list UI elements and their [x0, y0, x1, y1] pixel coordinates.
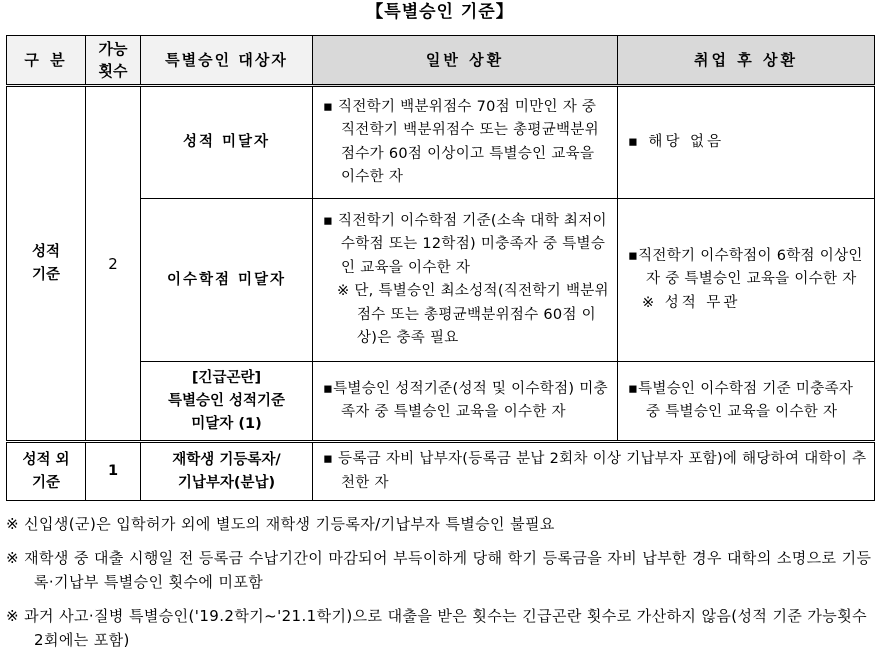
- group-non-grade-criteria: 성적 외 기준: [7, 442, 86, 501]
- special-approval-table: [6, 35, 875, 501]
- general-emergency-hardship: [313, 362, 618, 442]
- header-after-employment-repayment: 취업 후 상환: [618, 36, 875, 86]
- header-general-repayment: 일반 상환: [313, 36, 618, 86]
- target-emergency-line2: 특별승인 성적기준: [167, 392, 286, 409]
- after-grade-shortfall-text: ▪ 해당 없음: [628, 133, 725, 150]
- after-credit-shortfall-text: ▪직전학기 이수학점이 6학점 이상인자 중 특별승인 교육을 이수한 자: [628, 247, 863, 288]
- target-registered-paid: 재학생 기등록자/ 기납부자(분납): [141, 442, 313, 501]
- target-credit-shortfall: 이수학점 미달자: [141, 199, 313, 362]
- general-credit-shortfall-note: ※ 단, 특별승인 최소성적(직전학기 백분위점수 또는 총평균백분위점수 60점 이상)은 충족 필요: [337, 283, 609, 346]
- table-row: [7, 86, 875, 199]
- target-emergency-line3: 미달자 (1): [191, 415, 262, 432]
- after-emergency-hardship-text: ▪특별승인 이수학점 기준 미충족자 중 특별승인 교육을 이수한 자: [628, 380, 854, 420]
- group-non-grade-count: 1: [86, 442, 141, 501]
- footnote-1: ※ 신입생(군)은 입학허가 외에 별도의 재학생 기등록자/기납부자 특별승인 불필요: [6, 515, 555, 533]
- footnote-2: ※ 재학생 중 대출 시행일 전 등록금 수납기간이 마감되어 부득이하게 당해 학기 등록금을 자비 납부한 경우 대학의 소명으로 기등록·기납부 특별승인 횟수에 미포함: [6, 549, 872, 591]
- after-credit-shortfall: [618, 199, 875, 362]
- general-credit-shortfall: [313, 199, 618, 362]
- general-registered-paid: [313, 442, 875, 501]
- target-grade-shortfall: 성적 미달자: [141, 86, 313, 199]
- general-registered-paid-text: ▪ 등록금 자비 납부자(등록금 분납 2회차 이상 기납부자 포함)에 해당하여 대학이 추천한 자: [323, 451, 867, 491]
- header-target: 특별승인 대상자: [141, 36, 313, 86]
- target-emergency-hardship: [141, 362, 313, 442]
- table-header-row: [7, 36, 875, 86]
- general-emergency-hardship-text: ▪특별승인 성적기준(성적 및 이수학점) 미충족자 중 특별승인 교육을 이수한 자: [323, 380, 608, 420]
- general-grade-shortfall: [313, 86, 618, 199]
- footnotes: [6, 512, 876, 662]
- header-count: 가능 횟수: [86, 36, 141, 86]
- after-grade-shortfall: [618, 86, 875, 199]
- after-emergency-hardship: [618, 362, 875, 442]
- table-row: [7, 442, 875, 501]
- group-grade-count: 2: [86, 86, 141, 442]
- page-title: 【특별승인 기준】: [366, 2, 514, 22]
- target-emergency-line1: [긴급곤란]: [191, 369, 262, 386]
- general-credit-shortfall-text: ▪ 직전학기 이수학점 기준(소속 대학 최저이수학점 또는 12학점) 미충족자 중 특별승인 교육을 이수한 자: [323, 212, 607, 276]
- general-grade-shortfall-text: ▪ 직전학기 백분위점수 70점 미만인 자 중 직전학기 백분위점수 또는 총평균백분위점수가 60점 이상이고 특별승인 교육을 이수한 자: [323, 98, 599, 185]
- header-category: 구 분: [7, 36, 86, 86]
- group-grade-criteria: 성적 기준: [7, 86, 86, 442]
- after-credit-shortfall-note: ※ 성적 무관: [642, 294, 741, 311]
- footnote-3: ※ 과거 사고·질병 특별승인('19.2학기~'21.1학기)으로 대출을 받은 횟수는 긴급곤란 횟수로 가산하지 않음(성적 기준 가능횟수 2회에는 포함): [6, 607, 867, 649]
